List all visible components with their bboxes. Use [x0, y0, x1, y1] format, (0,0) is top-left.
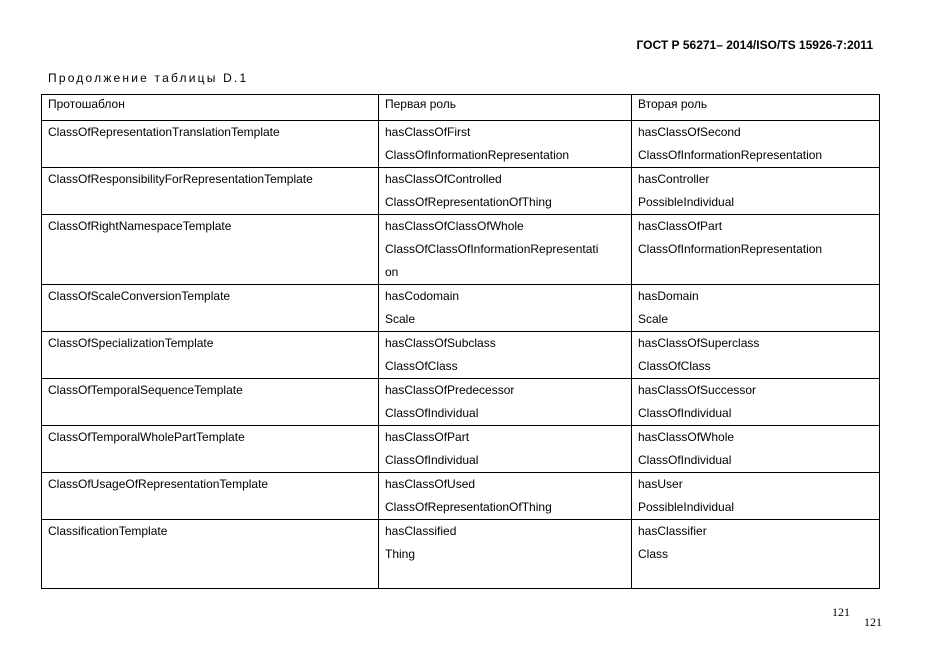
template-name: ClassificationTemplate	[48, 524, 168, 538]
first-role: hasClassOfPredecessor	[385, 383, 515, 397]
table-row	[42, 426, 880, 473]
template-name: ClassOfScaleConversionTemplate	[48, 289, 231, 303]
first-role-cell	[379, 215, 632, 285]
table-row	[42, 285, 880, 332]
first-role: hasClassOfPart	[385, 430, 470, 444]
first-role-cell	[379, 520, 632, 589]
column-header-second-role: Вторая роль	[632, 95, 880, 121]
second-role-cell	[632, 473, 880, 520]
first-role-cell	[379, 473, 632, 520]
first-role: hasClassOfSubclass	[385, 336, 496, 350]
first-role-cell	[379, 285, 632, 332]
template-cell	[42, 285, 379, 332]
second-role: hasClassOfSuccessor	[638, 383, 757, 397]
page-number: 121	[832, 605, 850, 619]
second-type: ClassOfIndividual	[638, 406, 732, 420]
table-row	[42, 379, 880, 426]
second-role-cell	[632, 215, 880, 285]
second-role-cell	[632, 379, 880, 426]
second-role-cell	[632, 426, 880, 473]
template-cell	[42, 426, 379, 473]
first-type: ClassOfInformationRepresentation	[385, 148, 570, 162]
template-cell	[42, 379, 379, 426]
template-name: ClassOfResponsibilityForRepresentationTemplate	[48, 172, 313, 186]
second-role-cell	[632, 520, 880, 589]
second-type: PossibleIndividual	[638, 195, 735, 209]
template-name: ClassOfTemporalWholePartTemplate	[48, 430, 245, 444]
first-role-cell	[379, 121, 632, 168]
template-cell	[42, 332, 379, 379]
first-type: ClassOfClass	[385, 359, 458, 373]
template-cell	[42, 215, 379, 285]
second-role-cell	[632, 121, 880, 168]
first-role-cell	[379, 168, 632, 215]
page-number-secondary: 121	[864, 615, 882, 629]
table-row	[42, 215, 880, 285]
second-type: Class	[638, 547, 669, 561]
table-row	[42, 473, 880, 520]
first-role: hasClassOfUsed	[385, 477, 476, 491]
first-role: hasClassOfClassOfWhole	[385, 219, 524, 233]
first-type: Scale	[385, 312, 416, 326]
second-type: PossibleIndividual	[638, 500, 735, 514]
second-role-cell	[632, 168, 880, 215]
template-name: ClassOfUsageOfRepresentationTemplate	[48, 477, 269, 491]
table-row	[42, 332, 880, 379]
first-role-cell	[379, 426, 632, 473]
first-type-continuation: on	[385, 265, 399, 279]
second-type: Scale	[638, 312, 669, 326]
first-role: hasClassOfControlled	[385, 172, 502, 186]
table-caption: Продолжение таблицы D.1	[48, 71, 249, 85]
template-name: ClassOfRightNamespaceTemplate	[48, 219, 232, 233]
table-row	[42, 121, 880, 168]
second-role-cell	[632, 332, 880, 379]
table-header-row	[42, 95, 880, 121]
second-role: hasController	[638, 172, 710, 186]
template-cell	[42, 168, 379, 215]
template-cell	[42, 473, 379, 520]
second-role: hasClassOfSuperclass	[638, 336, 760, 350]
second-type: ClassOfIndividual	[638, 453, 732, 467]
second-role: hasClassOfSecond	[638, 125, 741, 139]
first-role: hasCodomain	[385, 289, 460, 303]
table-row	[42, 168, 880, 215]
template-name: ClassOfTemporalSequenceTemplate	[48, 383, 243, 397]
template-name: ClassOfSpecializationTemplate	[48, 336, 214, 350]
second-role-cell	[632, 285, 880, 332]
template-cell	[42, 121, 379, 168]
first-role-cell	[379, 332, 632, 379]
first-role: hasClassOfFirst	[385, 125, 471, 139]
template-cell	[42, 520, 379, 589]
second-type: ClassOfClass	[638, 359, 711, 373]
second-type: ClassOfInformationRepresentation	[638, 242, 823, 256]
first-type: ClassOfRepresentationOfThing	[385, 500, 552, 514]
second-type: ClassOfInformationRepresentation	[638, 148, 823, 162]
column-header-first-role: Первая роль	[379, 95, 632, 121]
template-name: ClassOfRepresentationTranslationTemplate	[48, 125, 280, 139]
first-type: ClassOfRepresentationOfThing	[385, 195, 552, 209]
first-role: hasClassified	[385, 524, 457, 538]
first-role-cell	[379, 379, 632, 426]
first-type: ClassOfIndividual	[385, 406, 479, 420]
table-row	[42, 520, 880, 589]
templates-table	[41, 94, 880, 589]
second-role: hasUser	[638, 477, 683, 491]
first-type: ClassOfIndividual	[385, 453, 479, 467]
column-header-template: Протошаблон	[42, 95, 379, 121]
document-header: ГОСТ Р 56271– 2014/ISO/TS 15926-7:2011	[636, 38, 873, 52]
second-role: hasClassifier	[638, 524, 707, 538]
second-role: hasClassOfPart	[638, 219, 723, 233]
second-role: hasClassOfWhole	[638, 430, 735, 444]
first-type: ClassOfClassOfInformationRepresentati	[385, 242, 599, 256]
first-type: Thing	[385, 547, 416, 561]
second-role: hasDomain	[638, 289, 699, 303]
